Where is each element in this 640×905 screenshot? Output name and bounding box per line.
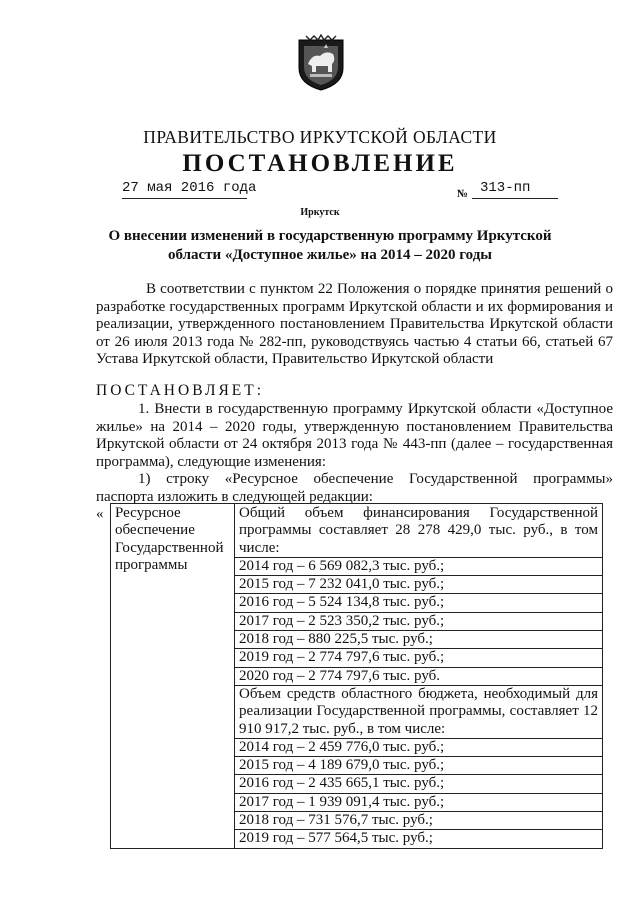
total-by-year-list — [239, 557, 598, 685]
coat-of-arms-icon — [296, 34, 346, 92]
subitem-1-text: 1) строку «Ресурсное обеспечение Государственной программы» паспорта изложить в следующей редакции: — [96, 471, 613, 505]
number-sign: № — [457, 188, 469, 200]
year-row: 2014 год – 2 459 776,0 тыс. руб.; — [235, 738, 602, 756]
number-underline — [472, 198, 558, 199]
year-row: 2020 год – 2 774 797,6 тыс. руб. — [235, 667, 602, 685]
document-subject: О внесении изменений в государственную программу Иркутской области «Доступное жилье» на 2014 – 2020 годы — [108, 228, 552, 263]
resolves-heading: ПОСТАНОВЛЯЕТ: — [96, 382, 265, 399]
date-underline — [122, 198, 247, 199]
year-row: 2019 год – 2 774 797,6 тыс. руб.; — [235, 648, 602, 666]
item-1-paragraph — [96, 401, 613, 471]
open-quote: « — [96, 506, 104, 522]
preamble-paragraph — [96, 281, 613, 369]
year-row: 2015 год – 7 232 041,0 тыс. руб.; — [235, 575, 602, 593]
year-row: 2017 год – 2 523 350,2 тыс. руб.; — [235, 612, 602, 630]
year-row: 2019 год – 577 564,5 тыс. руб.; — [235, 829, 602, 847]
document-date: 27 мая 2016 года — [122, 180, 257, 196]
item-1-text: 1. Внести в государственную программу Иркутской области «Доступное жилье» на 2014 – 2020 годы, утвержденную постановлением Правительства Иркутской области от 24 октября 2013 года № 443-пп (далее – государственная программа), следующие изменения: — [96, 401, 613, 470]
preamble-text: В соответствии с пунктом 22 Положения о порядке принятия решений о разработке государственных программ Иркутской области и их формирования и реализации, утвержденного постановлением Правительства Иркутской области от 26 июля 2013 года № 282-пп, руководствуясь частью 4 статьи 66, статьей 67 Устава Иркутской области, Правительство Иркутской области — [96, 281, 613, 367]
document-type: ПОСТАНОВЛЕНИЕ — [182, 150, 458, 177]
year-row: 2014 год – 6 569 082,3 тыс. руб.; — [235, 557, 602, 575]
year-row: 2015 год – 4 189 679,0 тыс. руб.; — [235, 756, 602, 774]
subitem-1-paragraph — [96, 471, 613, 506]
year-row: 2017 год – 1 939 091,4 тыс. руб.; — [235, 793, 602, 811]
regional-budget-text: Объем средств областного бюджета, необходимый для реализации Государственной программы, составляет 12 910 917,2 тыс. руб., в том числе: — [235, 685, 602, 738]
total-funding-text: Общий объем финансирования Государственной программы составляет 28 278 429,0 тыс. руб., в том числе: — [239, 505, 598, 556]
year-row: 2016 год – 5 524 134,8 тыс. руб.; — [235, 593, 602, 611]
regional-by-year-list — [239, 738, 598, 848]
year-row: 2018 год – 731 576,7 тыс. руб.; — [235, 811, 602, 829]
table-row — [111, 504, 603, 849]
resource-value-cell — [235, 504, 603, 849]
government-title: ПРАВИТЕЛЬСТВО ИРКУТСКОЙ ОБЛАСТИ — [143, 127, 497, 147]
document-number: 313-пп — [480, 180, 531, 196]
year-row: 2016 год – 2 435 665,1 тыс. руб.; — [235, 774, 602, 792]
resource-label-cell — [111, 504, 235, 849]
document-city: Иркутск — [300, 207, 340, 218]
resource-table — [110, 503, 603, 849]
year-row: 2018 год – 880 225,5 тыс. руб.; — [235, 630, 602, 648]
resource-label: Ресурсное обеспечение Государственной программы — [115, 505, 224, 573]
